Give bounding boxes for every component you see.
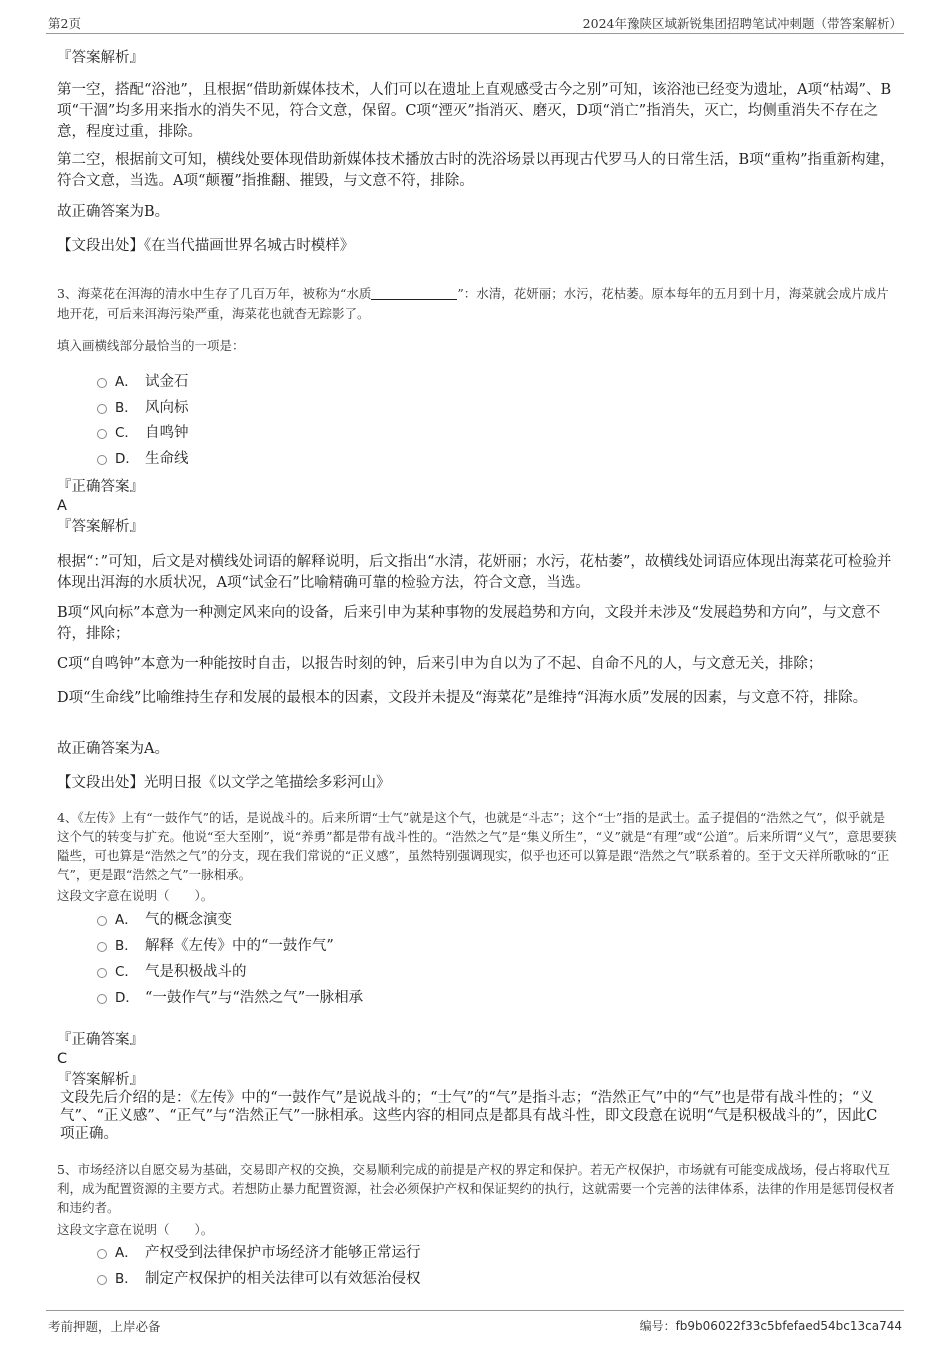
option-key: C． <box>115 425 138 441</box>
option-text: 制定产权保护的相关法律可以有效惩治侵权 <box>145 1271 421 1287</box>
q4-stem: 4、《左传》上有“一鼓作气”的话，是说战斗的。后来所谓“士气”就是这个气，也就是“斗志”；这个“士”指的是武士。孟子提倡的“浩然之气”，似乎就是这个气的转变与扩充。他说“至大至刚”，说“养勇”都是带有战斗性的。“浩然之气”是“集义所生”，“义”就是“有理”或“公道”。后来所谓“义气”，意思要狭隘些，可也算是“浩然之气”的分支，现在我们常说的“正义感”，虽然特别强调现实，似乎也还可以算是跟“浩然之气”联系着的。至于文天祥所歌咏的“正气”，更是跟“浩然之气”一脉相承。 <box>57 810 897 882</box>
option-text: 气是积极战斗的 <box>145 964 247 980</box>
option-text: 产权受到法律保护市场经济才能够正常运行 <box>145 1245 421 1261</box>
q3-stem <box>57 284 897 324</box>
q3-prompt: 填入画横线部分最恰当的一项是： <box>57 338 245 353</box>
q4-option-b[interactable] <box>97 936 334 956</box>
page-number: 第2页 <box>48 16 81 31</box>
q5-option-b[interactable] <box>97 1269 421 1289</box>
q4-option-a[interactable] <box>97 910 232 930</box>
option-key: D． <box>115 990 139 1006</box>
option-key: C． <box>115 964 138 980</box>
radio-icon[interactable] <box>97 429 107 439</box>
q4-option-d[interactable] <box>97 988 363 1008</box>
q2-source: 【文段出处】《在当代描画世界名城古时模样》 <box>57 238 355 254</box>
q3-analysis-para2: B项“风向标”本意为一种测定风来向的设备，后来引申为某种事物的发展趋势和方向，文段并未涉及“发展趋势和方向”，与文意不符，排除； <box>57 605 881 642</box>
option-text: 生命线 <box>145 451 189 467</box>
option-key: D． <box>115 451 139 467</box>
q3-conclusion: 故正确答案为A。 <box>57 741 169 757</box>
q3-option-c[interactable] <box>97 423 189 443</box>
radio-icon[interactable] <box>97 455 107 465</box>
radio-icon[interactable] <box>97 942 107 952</box>
option-key: A． <box>115 374 138 390</box>
option-text: “一鼓作气”与“浩然之气”一脉相承 <box>145 990 364 1006</box>
q3-option-b[interactable] <box>97 398 189 418</box>
page-footer <box>46 1310 904 1336</box>
radio-icon[interactable] <box>97 994 107 1004</box>
q4-prompt: 这段文字意在说明（ ）。 <box>57 888 214 903</box>
option-text: 自鸣钟 <box>145 425 189 441</box>
q2-analysis-para1: 第一空，搭配“浴池”，且根据“借助新媒体技术，人们可以在遗址上直观感受古今之别”可知，该浴池已经变为遗址，A项“枯竭”、B项“干涸”均多用来指水的消失不见，符合文意，保留。C项“湮灭”指消灭、磨灭，D项“消亡”指消失，灭亡，均侧重消失不存在之意，程度过重，排除。 <box>57 82 892 140</box>
page-header <box>46 12 904 34</box>
option-text: 风向标 <box>145 400 189 416</box>
footer-slogan: 考前押题，上岸必备 <box>48 1319 161 1334</box>
q3-blank <box>371 286 457 300</box>
q4-answer-label: 『正确答案』 <box>57 1032 144 1048</box>
option-key: B． <box>115 1271 138 1287</box>
q3-answer-label: 『正确答案』 <box>57 479 144 495</box>
q3-stem-before: 3、海菜花在洱海的清水中生存了几百万年，被称为“水质 <box>57 286 372 301</box>
q2-analysis-label: 『答案解析』 <box>57 50 144 66</box>
q5-option-a[interactable] <box>97 1243 421 1263</box>
option-key: B． <box>115 400 138 416</box>
q3-stem-after: ”：水清，花妍丽；水污，花枯萎。原本每年的五月到十月，海菜就会成片成片地开花，可后来洱海污染严重，海菜花也就杳无踪影了。 <box>57 286 889 321</box>
q3-source: 【文段出处】光明日报《以文学之笔描绘多彩河山》 <box>57 775 391 791</box>
q3-answer: A <box>57 498 67 514</box>
q2-conclusion: 故正确答案为B。 <box>57 204 170 220</box>
option-key: B． <box>115 938 138 954</box>
q4-analysis: 文段先后介绍的是：《左传》中的“一鼓作气”是说战斗的；“士气”的“气”是指斗志；“浩然正气”中的“气”也是带有战斗性的；“义气”、“正义感”、“正气”与“浩然正气”一脉相承。这些内容的相同点是都具有战斗性，即文段意在说明“气是积极战斗的”，因此C项正确。 <box>60 1090 878 1142</box>
radio-icon[interactable] <box>97 916 107 926</box>
q3-analysis-label: 『答案解析』 <box>57 519 144 535</box>
option-text: 气的概念演变 <box>145 912 232 928</box>
document-id: 编号：fb9b06022f33c5bfefaed54bc13ca744 <box>639 1319 902 1333</box>
option-text: 解释《左传》中的“一鼓作气” <box>145 938 334 954</box>
radio-icon[interactable] <box>97 378 107 388</box>
radio-icon[interactable] <box>97 1249 107 1259</box>
q4-answer: C <box>57 1051 68 1067</box>
q2-analysis-para2: 第二空，根据前文可知，横线处要体现借助新媒体技术播放古时的洗浴场景以再现古代罗马人的日常生活，B项“重构”指重新构建，符合文意，当选。A项“颠覆”指推翻、摧毁，与文意不符，排除。 <box>57 152 895 189</box>
radio-icon[interactable] <box>97 404 107 414</box>
radio-icon[interactable] <box>97 1275 107 1285</box>
q4-option-c[interactable] <box>97 962 247 982</box>
q3-analysis-para3: C项“自鸣钟”本意为一种能按时自击，以报告时刻的钟，后来引申为自以为了不起、自命不凡的人，与文意无关，排除； <box>57 656 823 672</box>
q3-analysis-para4: D项“生命线”比喻维持生存和发展的最根本的因素，文段并未提及“海菜花”是维持“洱海水质”发展的因素，与文意不符，排除。 <box>57 690 868 706</box>
q3-analysis-para1: 根据“：”可知，后文是对横线处词语的解释说明，后文指出“水清，花妍丽；水污，花枯萎”，故横线处词语应体现出海菜花可检验并体现出洱海的水质状况，A项“试金石”比喻精确可靠的检验方法，符合文意，当选。 <box>57 554 892 591</box>
q5-prompt: 这段文字意在说明（ ）。 <box>57 1222 214 1237</box>
q3-option-d[interactable] <box>97 449 189 469</box>
option-key: A． <box>115 1245 138 1261</box>
q5-stem: 5、市场经济以自愿交易为基础，交易即产权的交换，交易顺利完成的前提是产权的界定和保护。若无产权保护，市场就有可能变成战场，侵占将取代互利，成为配置资源的主要方式。若想防止暴力配置资源，社会必须保护产权和保证契约的执行，这就需要一个完善的法律体系，法律的作用是惩罚侵权者和违约者。 <box>57 1162 895 1215</box>
q4-analysis-label: 『答案解析』 <box>57 1072 144 1088</box>
q3-option-a[interactable] <box>97 372 189 392</box>
option-key: A． <box>115 912 138 928</box>
document-title: 2024年豫陕区域新锐集团招聘笔试冲刺题（带答案解析） <box>582 16 902 31</box>
radio-icon[interactable] <box>97 968 107 978</box>
option-text: 试金石 <box>145 374 189 390</box>
